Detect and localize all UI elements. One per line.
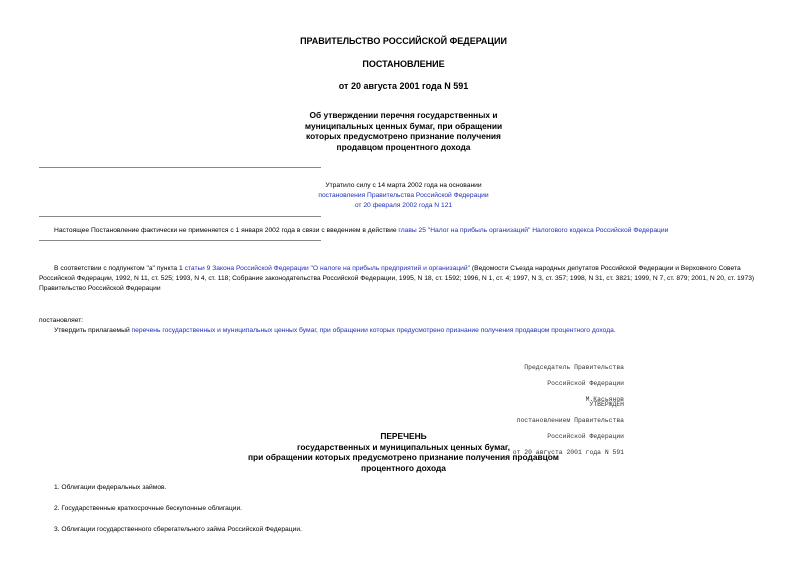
status-link-date[interactable]: от 20 февраля 2002 года N 121 (354, 202, 453, 209)
signature-line: Российской Федерации (547, 380, 624, 387)
preamble-text: (Ведомости Съезда народных депутатов Российской Федерации и Верховного Совета Российской Федерации, 1992, N 11, ст. 525; 1993, N 4, ст. 118; Собрание законодательства Российской Федерации, 1995, N 18, ст. 1592; 1996, N 1, ст. 4; 1997, N 3, ст. 357; 1998, N 31, ст. 3821; 1999, N 7, ст. 879; 2001, N 20, ст. 1973) Правительство Российской Федерации (39, 265, 755, 292)
notice-text: Настоящее Постановление фактически не применяется с 1 января 2002 года в связи с введением в действие (54, 227, 399, 234)
preamble-text: В соответствии с подпунктом "а" пункта 1 (54, 265, 185, 272)
resolves-text: . (613, 327, 616, 334)
list-item: 3. Облигации государственного сберегательного займа Российской Федерации. (54, 526, 302, 533)
list-title-line: процентного дохода (361, 462, 446, 473)
title-line: Об утверждении перечня государственных и (309, 110, 498, 120)
list-item: 2. Государственные краткосрочные бескупонные облигации. (54, 505, 243, 512)
signature-line: М.Касьянов (585, 396, 624, 403)
status-text: Утратило силу с 14 марта 2002 года на основании (325, 182, 482, 189)
preamble-paragraph (39, 264, 773, 294)
application-notice (54, 226, 774, 236)
signature-line: Председатель Правительства (524, 364, 624, 371)
list-title (0, 431, 807, 473)
preamble-link-law[interactable]: статьи 9 Закона Российской Федерации "О налоге на прибыль предприятий и организаций" (184, 265, 471, 272)
document-title (0, 110, 807, 152)
document-type: ПОСТАНОВЛЕНИЕ (362, 59, 445, 69)
list-title-line: при обращении которых предусмотрено признание получения продавцом (247, 452, 559, 462)
divider (39, 240, 321, 241)
approval-line: Российской Федерации (547, 433, 624, 440)
title-line: муниципальных ценных бумаг, при обращении (304, 120, 503, 131)
approval-line: постановлением Правительства (516, 417, 624, 424)
list-item: 1. Облигации федеральных займов. (54, 484, 167, 491)
status-block (0, 181, 807, 211)
status-link-resolution[interactable]: постановления Правительства Российской Федерации (318, 192, 489, 199)
resolves-text: Утвердить прилагаемый (54, 327, 132, 334)
approval-line: от 20 августа 2001 года N 591 (512, 449, 624, 456)
list-title-line: ПЕРЕЧЕНЬ (380, 431, 427, 441)
document-date-number: от 20 августа 2001 года N 591 (338, 81, 469, 91)
title-line: продавцом процентного дохода (336, 141, 471, 152)
list-title-line: государственных и муниципальных ценных бумаг, (297, 441, 510, 452)
divider (39, 167, 321, 168)
resolves-link-list[interactable]: перечень государственных и муниципальных ценных бумаг, при обращении которых предусмотрено признание получения продавцом процентного дохода (131, 327, 614, 334)
notice-link-tax-code[interactable]: главы 25 "Налог на прибыль организаций" Налогового кодекса Российской Федерации (398, 227, 669, 234)
divider (39, 216, 321, 217)
approval-line: УТВЕРЖДЕН (589, 401, 624, 408)
resolves-label: постановляет: (39, 317, 84, 324)
government-heading: ПРАВИТЕЛЬСТВО РОССИЙСКОЙ ФЕДЕРАЦИИ (300, 36, 507, 46)
resolves-paragraph (54, 326, 774, 336)
title-line: которых предусмотрено признание получения (306, 131, 501, 141)
